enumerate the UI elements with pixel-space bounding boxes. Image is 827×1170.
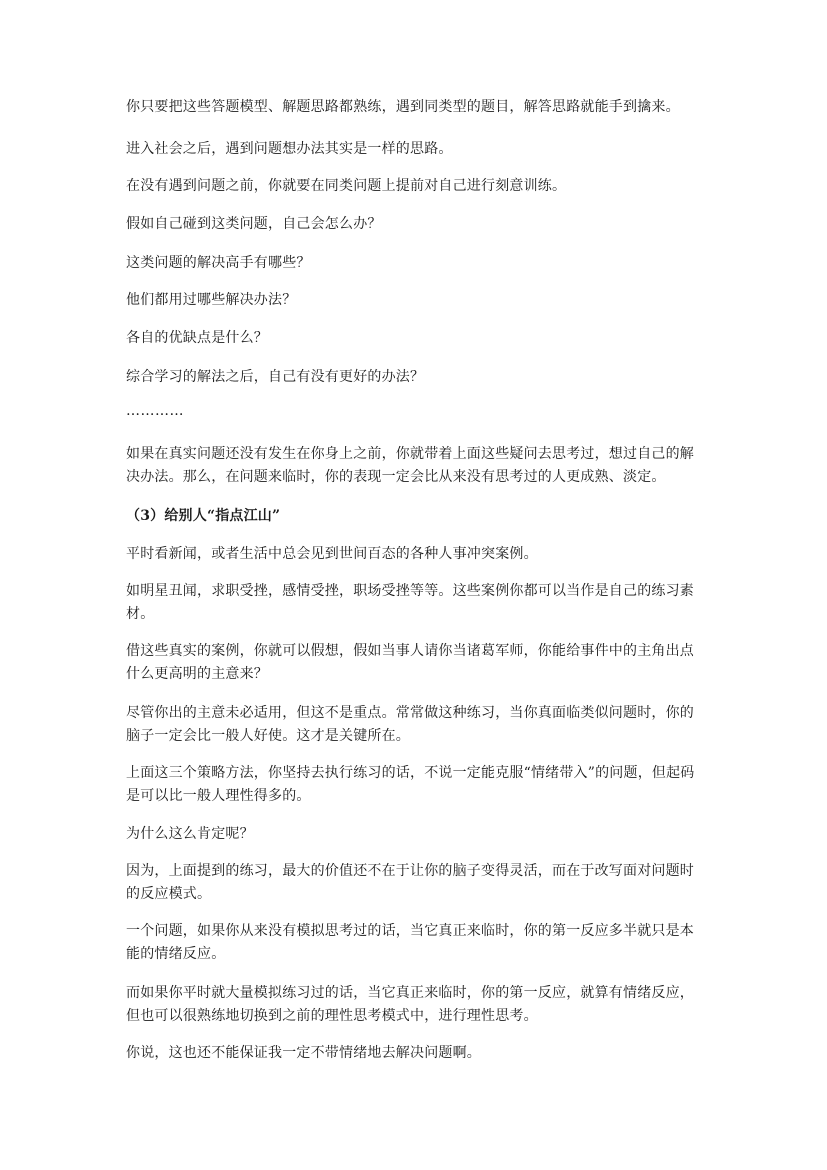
section-heading-advise-others: （3）给别人“指点江山” [126, 508, 281, 524]
paragraph-answer-models: 你只要把这些答题模型、解题思路都熟练，遇到同类型的题目，解答思路就能手到擒来。 [126, 99, 680, 115]
paragraph-rational-switch: 而如果你平时就大量模拟练习过的话，当它真正来临时，你的第一反应，就算有情绪反应，但也可以很熟练地切换到之前的理性思考模式中，进行理性思考。 [126, 985, 694, 1024]
question-pros-cons: 各自的优缺点是什么？ [126, 330, 268, 346]
question-better-method: 综合学习的解法之后，自己有没有更好的办法？ [126, 369, 425, 385]
paragraph-instinct-reaction: 一个问题，如果你从来没有模拟思考过的话，当它真正来临时，你的第一反应多半就只是本能的情绪反应。 [126, 923, 694, 962]
paragraph-deliberate-training: 在没有遇到问题之前，你就要在同类问题上提前对自己进行刻意训练。 [126, 178, 567, 194]
paragraph-no-guarantee: 你说，这也还不能保证我一定不带情绪地去解决问题啊。 [126, 1045, 481, 1061]
question-experts: 这类问题的解决高手有哪些？ [126, 255, 311, 271]
paragraph-think-in-advance: 如果在真实问题还没有发生在你身上之前，你就带着上面这些疑问去思考过，想过自己的解决办法。那么，在问题来临时，你的表现一定会比从来没有思考过的人更成熟、淡定。 [126, 446, 694, 485]
paragraph-three-strategies: 上面这三个策略方法，你坚持去执行练习的话，不说一定能克服“情绪带入”的问题，但起码是可以比一般人理性得多的。 [126, 765, 695, 804]
paragraph-reaction-pattern: 因为，上面提到的练习，最大的价值还不在于让你的脑子变得灵活，而在于改写面对问题时的反应模式。 [126, 863, 694, 902]
paragraph-news-cases: 平时看新闻，或者生活中总会见到世间百态的各种人事冲突案例。 [126, 546, 538, 562]
question-solutions-used: 他们都用过哪些解决办法？ [126, 292, 297, 308]
ellipsis-separator: ………… [126, 403, 184, 419]
paragraph-society-thinking: 进入社会之后，遇到问题想办法其实是一样的思路。 [126, 141, 453, 157]
question-what-would-i-do: 假如自己碰到这类问题，自己会怎么办？ [126, 216, 382, 232]
question-why-sure: 为什么这么肯定呢？ [126, 826, 254, 842]
paragraph-imagine-advisor: 借这些真实的案例，你就可以假想，假如当事人请你当诸葛军师，你能给事件中的主角出点什么更高明的主意来？ [126, 643, 694, 682]
paragraph-practice-benefit: 尽管你出的主意未必适用，但这不是重点。常常做这种练习，当你真面临类似问题时，你的脑子一定会比一般人好使。这才是关键所在。 [126, 705, 694, 744]
paragraph-case-examples: 如明星丑闻，求职受挫，感情受挫，职场受挫等等。这些案例你都可以当作是自己的练习素材。 [126, 583, 694, 622]
